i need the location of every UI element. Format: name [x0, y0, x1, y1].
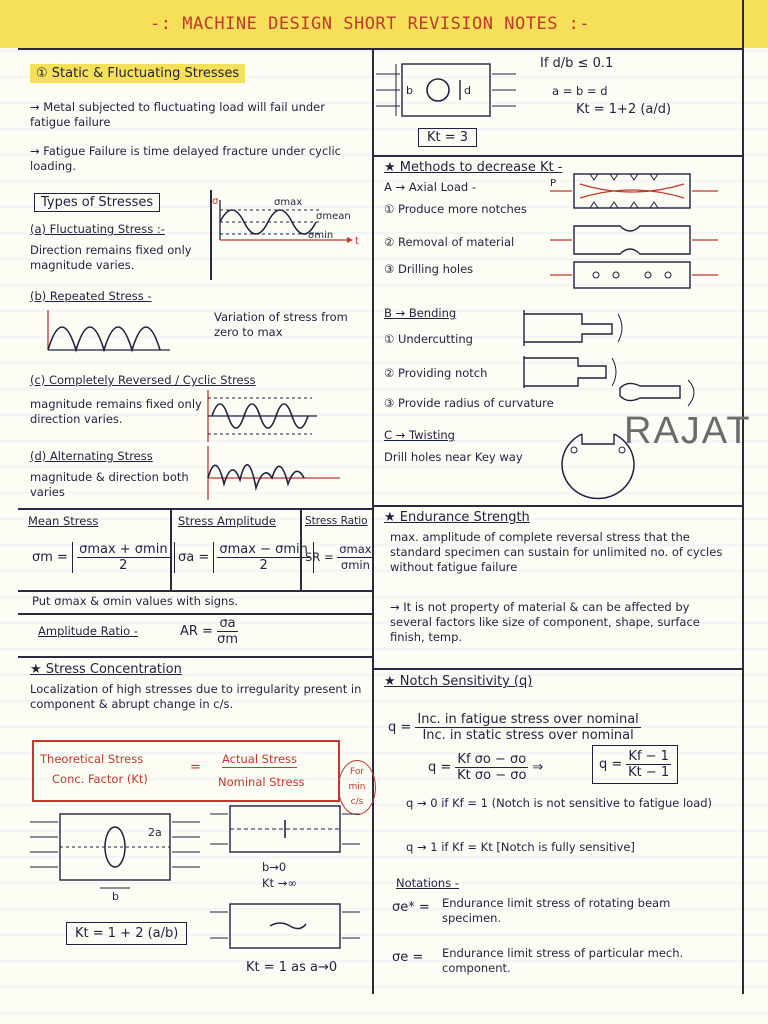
amplitude-ratio-formula: AR = $\frac{\sigma a}{\sigma m}$ [180, 616, 238, 647]
kt-infinity: Kt →∞ [262, 876, 297, 890]
kt-actual-stress: Actual Stress [222, 752, 298, 766]
dimension-equality: a = b = d [552, 84, 608, 98]
q-kf-formula: q = $\frac{\text{Kf σo − σo}}{\text{Kt σo − σo}}$ ⇒ [428, 752, 544, 783]
kt-definition-box [32, 740, 340, 802]
endurance-note: → It is not property of material & can be affected by several factors like size of component, shape, surface finish, temp. [390, 600, 700, 644]
load-p-label: P [550, 178, 557, 189]
crack-plate [210, 802, 360, 862]
b-to-zero: b→0 [262, 860, 287, 874]
page-right-edge [742, 0, 744, 994]
stress-concentration-heading: ★ Stress Concentration [30, 662, 182, 677]
method-drill-holes: ③ Drilling holes [384, 262, 474, 276]
for-min-cs-note: For min c/s [338, 760, 376, 815]
label-2a: 2a [148, 826, 162, 839]
q-definition: q = $\frac{\text{Inc. in fatigue stress over nominal}}{\text{Inc. in static stress over nominal}}$ [388, 712, 639, 743]
kt-nominal-stress: Nominal Stress [218, 775, 305, 789]
sigma-max-label: σmax [274, 197, 303, 208]
mean-stress-label: Mean Stress [28, 514, 99, 528]
label-b: b [112, 890, 119, 903]
mean-stress-formula: σm = $\frac{\sigma\max + \sigma\min}{2}$ [32, 542, 175, 573]
alternating-text: magnitude & direction both varies [30, 470, 189, 499]
amplitude-ratio-label: Amplitude Ratio - [38, 624, 138, 638]
twisting-heading: C → Twisting [384, 428, 455, 442]
ratio-condition: If d/b ≤ 0.1 [540, 56, 614, 71]
label-width-b: b [406, 84, 413, 97]
right-divider-1 [372, 155, 742, 157]
method-providing-notch: ② Providing notch [384, 366, 488, 380]
repeated-text: Variation of stress from zero to max [214, 310, 348, 339]
endurance-heading: ★ Endurance Strength [384, 510, 530, 525]
method-radius: ③ Provide radius of curvature [384, 396, 554, 410]
bending-methods-diagram [520, 306, 730, 416]
methods-heading: ★ Methods to decrease Kt - [384, 160, 563, 175]
left-divider-4 [18, 656, 372, 658]
right-divider-3 [372, 668, 742, 670]
stress-amplitude-formula: σa = $\frac{\sigma\max - \sigma\min}{2}$ [178, 542, 314, 573]
q-zero-condition: q → 0 if Kf = 1 (Notch is not sensitive to fatigue load) [406, 796, 713, 810]
repeated-title: (b) Repeated Stress - [30, 289, 152, 303]
small-defect-plate [210, 898, 360, 958]
method-undercutting: ① Undercutting [384, 332, 473, 346]
left-divider-1 [18, 508, 372, 510]
stress-concentration-text: Localization of high stresses due to irregularity present in component & abrupt change in c/s. [30, 682, 362, 711]
q-final-formula: q = $\frac{Kf - 1}{Kt - 1}$ [592, 745, 678, 784]
kt-value-box: Kt = 3 [418, 128, 477, 147]
notation-1-text: Endurance limit stress of rotating beam specimen. [442, 896, 671, 925]
endurance-definition: max. amplitude of complete reversal stress that the standard specimen can sustain for unlimited no. of cycles without fatigue failure [390, 530, 723, 574]
bullet-fatigue-1: → Metal subjected to fluctuating load will fail under fatigue failure [30, 100, 325, 129]
kt-equals: = [190, 760, 201, 775]
alternating-graph [200, 444, 350, 504]
label-diameter-d: d [464, 84, 471, 97]
notch-sensitivity-heading: ★ Notch Sensitivity (q) [384, 674, 533, 689]
column-divider [372, 48, 374, 994]
notation-2-symbol: σe = [392, 950, 424, 965]
kt-ellipse-formula: Kt = 1 + 2 (a/b) [66, 922, 187, 945]
notations-heading: Notations - [396, 876, 460, 890]
stress-ratio-label: Stress Ratio [305, 515, 368, 527]
watermark: RAJAT [624, 410, 752, 452]
types-heading: Types of Stresses [34, 193, 160, 212]
axial-load-heading: A → Axial Load - [384, 180, 476, 194]
sigma-axis-label: σ [212, 196, 219, 207]
left-divider-2 [18, 590, 372, 592]
sigma-min-label: σmin [308, 230, 334, 241]
page-title: -: MACHINE DESIGN SHORT REVISION NOTES :- [150, 14, 591, 34]
fluctuating-text: Direction remains fixed only magnitude varies. [30, 243, 192, 272]
time-label: t [355, 236, 359, 247]
plate-circular-hole [376, 56, 516, 126]
sigma-mean-label: σmean [316, 211, 351, 222]
fluctuating-graph [212, 196, 362, 266]
kt-lhs-line1: Theoretical Stress [40, 752, 144, 766]
axial-methods-diagram [550, 170, 730, 290]
title-rule [18, 48, 743, 50]
kt-circular-expression: Kt = 1+2 (a/d) [576, 102, 672, 117]
notation-2-text: Endurance limit stress of particular mech. component. [442, 946, 684, 975]
elliptical-hole-plate [30, 802, 210, 912]
reversed-graph [202, 388, 332, 444]
stress-ratio-formula: SR = $\frac{\sigma\max}{\sigma\min}$ [305, 542, 372, 572]
repeated-graph [30, 306, 180, 356]
q-one-condition: q → 1 if Kf = Kt [Notch is fully sensitive] [406, 840, 635, 854]
section-heading-static: ① Static & Fluctuating Stresses [30, 64, 245, 83]
alternating-title: (d) Alternating Stress [30, 449, 153, 463]
kt-one-note: Kt = 1 as a→0 [246, 960, 338, 975]
notation-1-symbol: σe* = [392, 900, 430, 915]
bullet-fatigue-2: → Fatigue Failure is time delayed fracture under cyclic loading. [30, 144, 341, 173]
kt-lhs-line2: Conc. Factor (Kt) [52, 772, 148, 786]
method-remove-material: ② Removal of material [384, 235, 515, 249]
method-keyway-holes: Drill holes near Key way [384, 450, 523, 464]
bending-heading: B → Bending [384, 306, 457, 320]
reversed-text: magnitude remains fixed only direction varies. [30, 397, 202, 426]
stress-amplitude-label: Stress Amplitude [178, 514, 276, 528]
reversed-title: (c) Completely Reversed / Cyclic Stress [30, 373, 256, 387]
fluctuating-title: (a) Fluctuating Stress :- [30, 222, 165, 236]
left-divider-3 [18, 613, 372, 615]
right-divider-2 [372, 505, 742, 507]
signs-note: Put σmax & σmin values with signs. [32, 594, 238, 608]
method-more-notches: ① Produce more notches [384, 202, 527, 216]
